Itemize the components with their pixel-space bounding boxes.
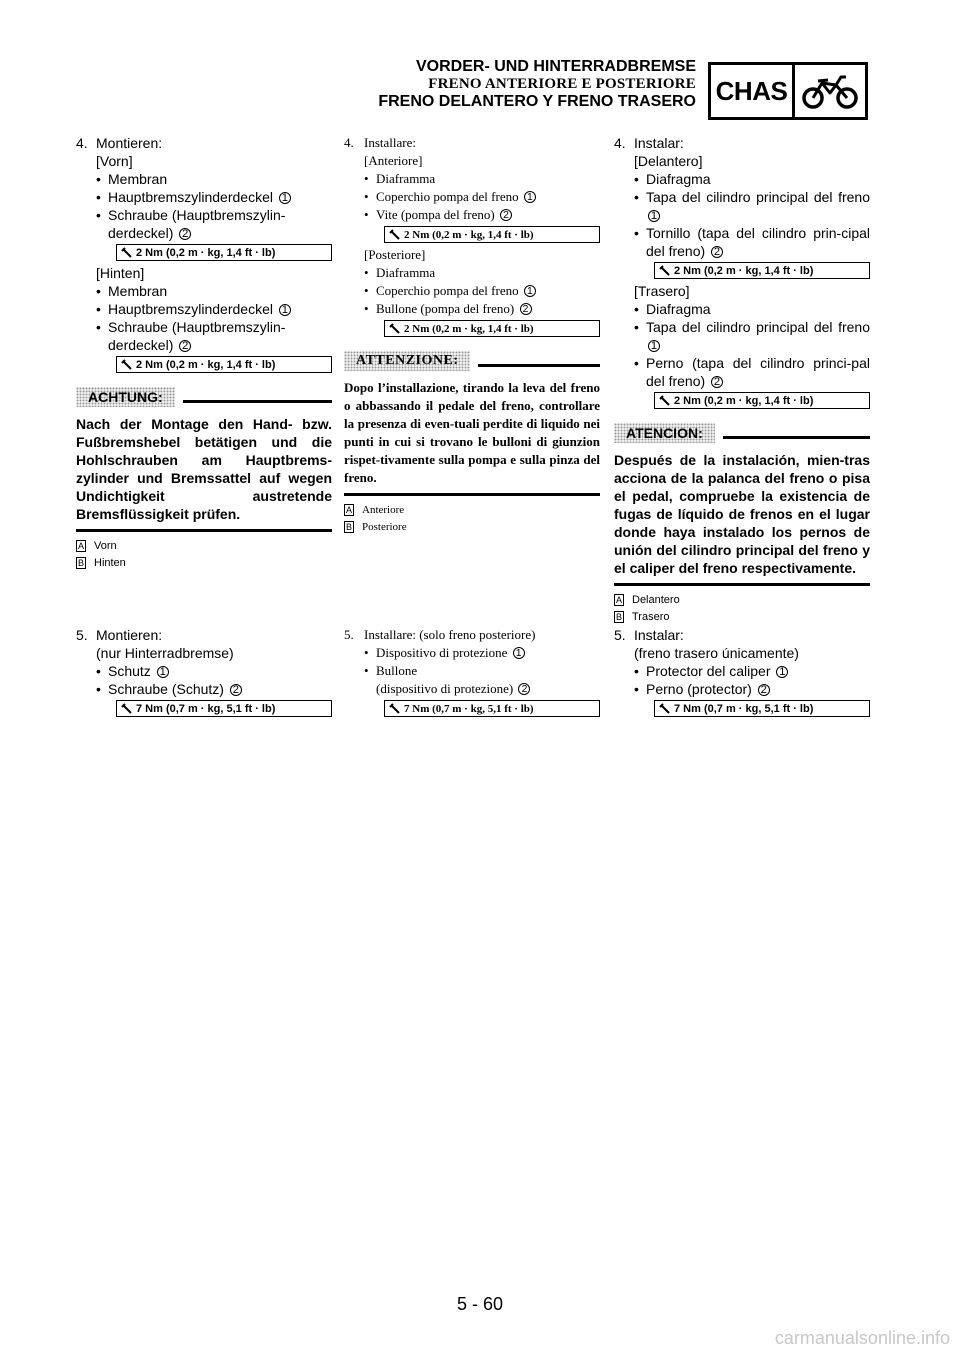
torque-wrench-icon [389, 323, 401, 335]
step-5-title: 5. Instalar: [614, 627, 684, 643]
column-es-step5: 5. Instalar: (freno trasero únicamente) • Protector del caliper 1 • Perno (protector) 2 7 Nm (0,7 m · kg, 5,1 ft · lb) [614, 626, 870, 720]
header-title-es: FRENO DELANTERO Y FRENO TRASERO [378, 93, 696, 110]
list-item: • Schraube (Hauptbremszylin-derdeckel) 2 [96, 319, 286, 353]
list-item: • Schraube (Hauptbremszylin-derdeckel) 2 [96, 207, 286, 241]
list-item: • Hauptbremszylinderdeckel 1 [76, 300, 332, 318]
torque-wrench-icon [659, 395, 671, 407]
warning-text: Nach der Montage den Hand- bzw. Fußbremshebel betätigen und die Hohlschrauben am Hauptbrems-zylinder und Bremssattel auf wegen Undichtigkeit austretende Bremsflüssigkeit prüfen. [76, 407, 332, 532]
front-label: [Vorn] [96, 153, 133, 169]
list-item: • Tapa del cilindro principal del freno 1 [634, 319, 870, 352]
warning-text: Después de la instalación, mien-tras acciona de la palanca del freno o pisa el pedal, compruebe la existencia de fugas de líquido de frenos en el lugar donde haya instalado los pernos de unión del cilindro principal del freno y el caliper del freno respectivamente. [614, 443, 870, 586]
list-item: • Tapa del cilindro principal del freno 1 [634, 189, 870, 222]
list-item: • Diaframma [364, 265, 436, 280]
torque-spec: 2 Nm (0,2 m · kg, 1,4 ft · lb) [384, 226, 600, 243]
torque-spec: 7 Nm (0,7 m · kg, 5,1 ft · lb) [384, 700, 600, 717]
page-number: 5 - 60 [456, 1294, 504, 1314]
step-5-title: 5. Installare: (solo freno posteriore) [344, 627, 536, 642]
torque-wrench-icon [121, 247, 133, 259]
list-item: • Tornillo (tapa del cilindro prin-cipal del freno) 2 [634, 225, 870, 259]
warning-box [344, 351, 600, 496]
list-item: • Coperchio pompa del freno 1 [344, 188, 600, 206]
torque-spec: 7 Nm (0,7 m · kg, 5,1 ft · lb) [116, 700, 332, 717]
header-title-de: VORDER- UND HINTERRADBREMSE [415, 58, 696, 75]
column-es: 4. Instalar: [Delantero] • Diafragma • Tapa del cilindro principal del freno 1 • Tornillo (tapa del cilindro prin-cipal del freno) 2 2 Nm (0,2 m · kg, 1,4 ft · lb) [Trasero] • Diafragma • Tapa del cilindro principal del freno 1 • Perno (tapa del cilindro princi-pal del freno) 2 2 Nm (0,2 m · kg, 1,4 ft · lb) ATENCION: Después de la instalación, mien-tras acciona de la palanca del freno o pisa el pedal, compruebe la existencia de fugas de líquido de frenos en el lugar donde haya instalado los pernos de unión del cilindro principal del freno y el caliper del freno respectivamente. A Delantero B Trasero [614, 134, 870, 626]
warning-box [614, 423, 870, 586]
list-item: • Membran [96, 171, 168, 187]
motorcycle-icon [795, 65, 865, 117]
list-item: • Diafragma [634, 301, 711, 317]
torque-wrench-icon [389, 229, 401, 241]
watermark: carmanualsonline.info [774, 1328, 950, 1348]
list-item: • Membran [96, 283, 168, 299]
callout-number: 2 [179, 228, 191, 240]
list-item: • Bullone (pompa del freno) 2 [344, 300, 600, 318]
step-4-title: 4. Installare: [344, 135, 416, 150]
torque-spec: 7 Nm (0,7 m · kg, 5,1 ft · lb) [654, 700, 870, 717]
step-4-title: 4. Instalar: [614, 135, 684, 151]
warning-label: ATENCION: [614, 423, 715, 443]
list-item: • Protector del caliper 1 [614, 662, 870, 680]
step-5-title: 5. Montieren: [76, 627, 163, 643]
list-item: • Bullone [364, 663, 418, 678]
callout-number: 2 [179, 340, 191, 352]
list-item: • Diafragma [634, 171, 711, 187]
column-it: 4. Installare: [Anteriore] • Diaframma • Coperchio pompa del freno 1 • Vite (pompa del freno) 2 2 Nm (0,2 m · kg, 1,4 ft · lb) [Posteriore] • Diaframma • Coperchio pompa del freno 1 • Bullone (pompa del freno) 2 2 Nm (0,2 m · kg, 1,4 ft · lb) ATTENZIONE: Dopo l’installazione, tirando la leva del freno o abbassando il pedale del freno, controllare la presenza di even-tuali perdite di liquido nei punti in cui si trovano le bulloni di giunzion rispet-tivamente sulla pompa e sulla pinza del freno. A Anteriore B Posteriore [344, 134, 600, 536]
warning-label: ATTENZIONE: [344, 351, 470, 371]
header-title-it: FRENO ANTERIORE E POSTERIORE [428, 76, 696, 92]
torque-wrench-icon [389, 703, 401, 715]
warning-label: ACHTUNG: [76, 387, 175, 407]
rear-label: [Hinten] [96, 265, 145, 281]
legend: A Anteriore B Posteriore [345, 504, 407, 533]
list-item: • Vite (pompa del freno) 2 [344, 206, 600, 224]
list-item: • Perno (protector) 2 [614, 680, 870, 698]
torque-wrench-icon [121, 359, 133, 371]
torque-wrench-icon [659, 265, 671, 277]
list-item: • Schraube (Schutz) 2 [76, 680, 332, 698]
list-item: • Dispositivo di protezione 1 [344, 644, 600, 662]
column-it-step5: 5. Installare: (solo freno posteriore) • Dispositivo di protezione 1 • Bullone (dispositivo di protezione) 2 7 Nm (0,7 m · kg, 5,1 ft · lb) [344, 626, 600, 720]
legend: A Vorn B Hinten [77, 540, 126, 569]
torque-spec: 2 Nm (0,2 m · kg, 1,4 ft · lb) [654, 262, 870, 279]
step-4-title: 4. Montieren: [76, 135, 163, 151]
torque-spec: 2 Nm (0,2 m · kg, 1,4 ft · lb) [654, 392, 870, 409]
callout-number: 1 [279, 192, 291, 204]
torque-spec: 2 Nm (0,2 m · kg, 1,4 ft · lb) [384, 320, 600, 337]
list-item: • Diaframma [364, 171, 436, 186]
list-item: • Schutz 1 [76, 662, 332, 680]
section-tab [708, 62, 868, 120]
list-item: • Perno (tapa del cilindro princi-pal del freno) 2 [634, 355, 870, 389]
section-label: CHAS [711, 65, 795, 117]
torque-wrench-icon [121, 703, 133, 715]
column-de-step5: 5. Montieren: (nur Hinterradbremse) • Schutz 1 • Schraube (Schutz) 2 7 Nm (0,7 m · kg, 5,1 ft · lb) [76, 626, 332, 720]
list-item: • Hauptbremszylinderdeckel 1 [76, 188, 332, 206]
page-header [360, 58, 696, 111]
list-item: • Coperchio pompa del freno 1 [344, 282, 600, 300]
warning-box [76, 387, 332, 532]
warning-text: Dopo l’installazione, tirando la leva del freno o abbassando il pedale del freno, controllare la presenza di even-tuali perdite di liquido nei punti in cui si trovano le bulloni di giunzion rispet-tivamente sulla pompa e sulla pinza del freno. [344, 371, 600, 496]
legend: A Delantero B Trasero [615, 594, 680, 623]
column-de [76, 134, 332, 572]
torque-spec: 2 Nm (0,2 m · kg, 1,4 ft · lb) [116, 356, 332, 373]
torque-wrench-icon [659, 703, 671, 715]
callout-number: 1 [279, 304, 291, 316]
torque-spec: 2 Nm (0,2 m · kg, 1,4 ft · lb) [116, 244, 332, 261]
